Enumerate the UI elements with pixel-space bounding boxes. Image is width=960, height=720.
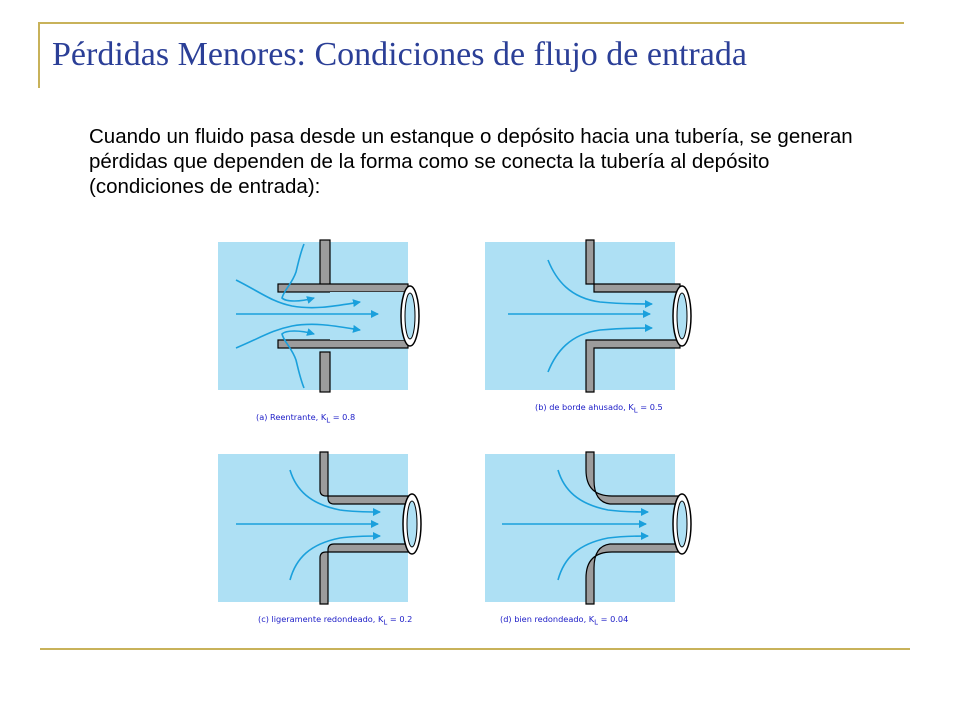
panel-d-water bbox=[485, 454, 675, 602]
panel-a-caption: (a) Reentrante, KL = 0.8 bbox=[256, 412, 356, 425]
panel-b-water bbox=[485, 242, 675, 390]
panel-b-caption: (b) de borde ahusado, KL = 0.5 bbox=[535, 402, 663, 415]
panel-d-caption: (d) bien redondeado, KL = 0.04 bbox=[500, 614, 629, 627]
panel-c-water bbox=[218, 454, 408, 602]
panel-a-wall-bottom bbox=[320, 352, 330, 392]
slide-body-text: Cuando un fluido pasa desde un estanque o depósito hacia una tubería, se generan pérdidas que dependen de la forma como se conecta la tubería al depósito (condiciones de entrada): bbox=[89, 125, 853, 198]
panel-a-pipe-water bbox=[330, 292, 408, 340]
bottom-rule bbox=[40, 648, 910, 650]
top-rule bbox=[40, 22, 904, 24]
panel-a-pipe-bottom-wall bbox=[278, 340, 408, 348]
panel-c-slightly-rounded bbox=[218, 452, 421, 627]
panel-a-wall-top bbox=[320, 240, 330, 288]
panel-d-well-rounded bbox=[485, 452, 691, 627]
panel-a-reentrant bbox=[218, 240, 419, 425]
entrance-diagrams-svg bbox=[200, 236, 720, 636]
entrance-loss-figure bbox=[200, 236, 720, 636]
panel-a-pipe-top-wall bbox=[278, 284, 408, 292]
left-rule bbox=[38, 22, 40, 88]
panel-c-caption: (c) ligeramente redondeado, KL = 0.2 bbox=[258, 614, 413, 627]
panel-b-sharp-edged bbox=[485, 240, 691, 415]
slide-title: Pérdidas Menores: Condiciones de flujo de entrada bbox=[52, 36, 747, 73]
